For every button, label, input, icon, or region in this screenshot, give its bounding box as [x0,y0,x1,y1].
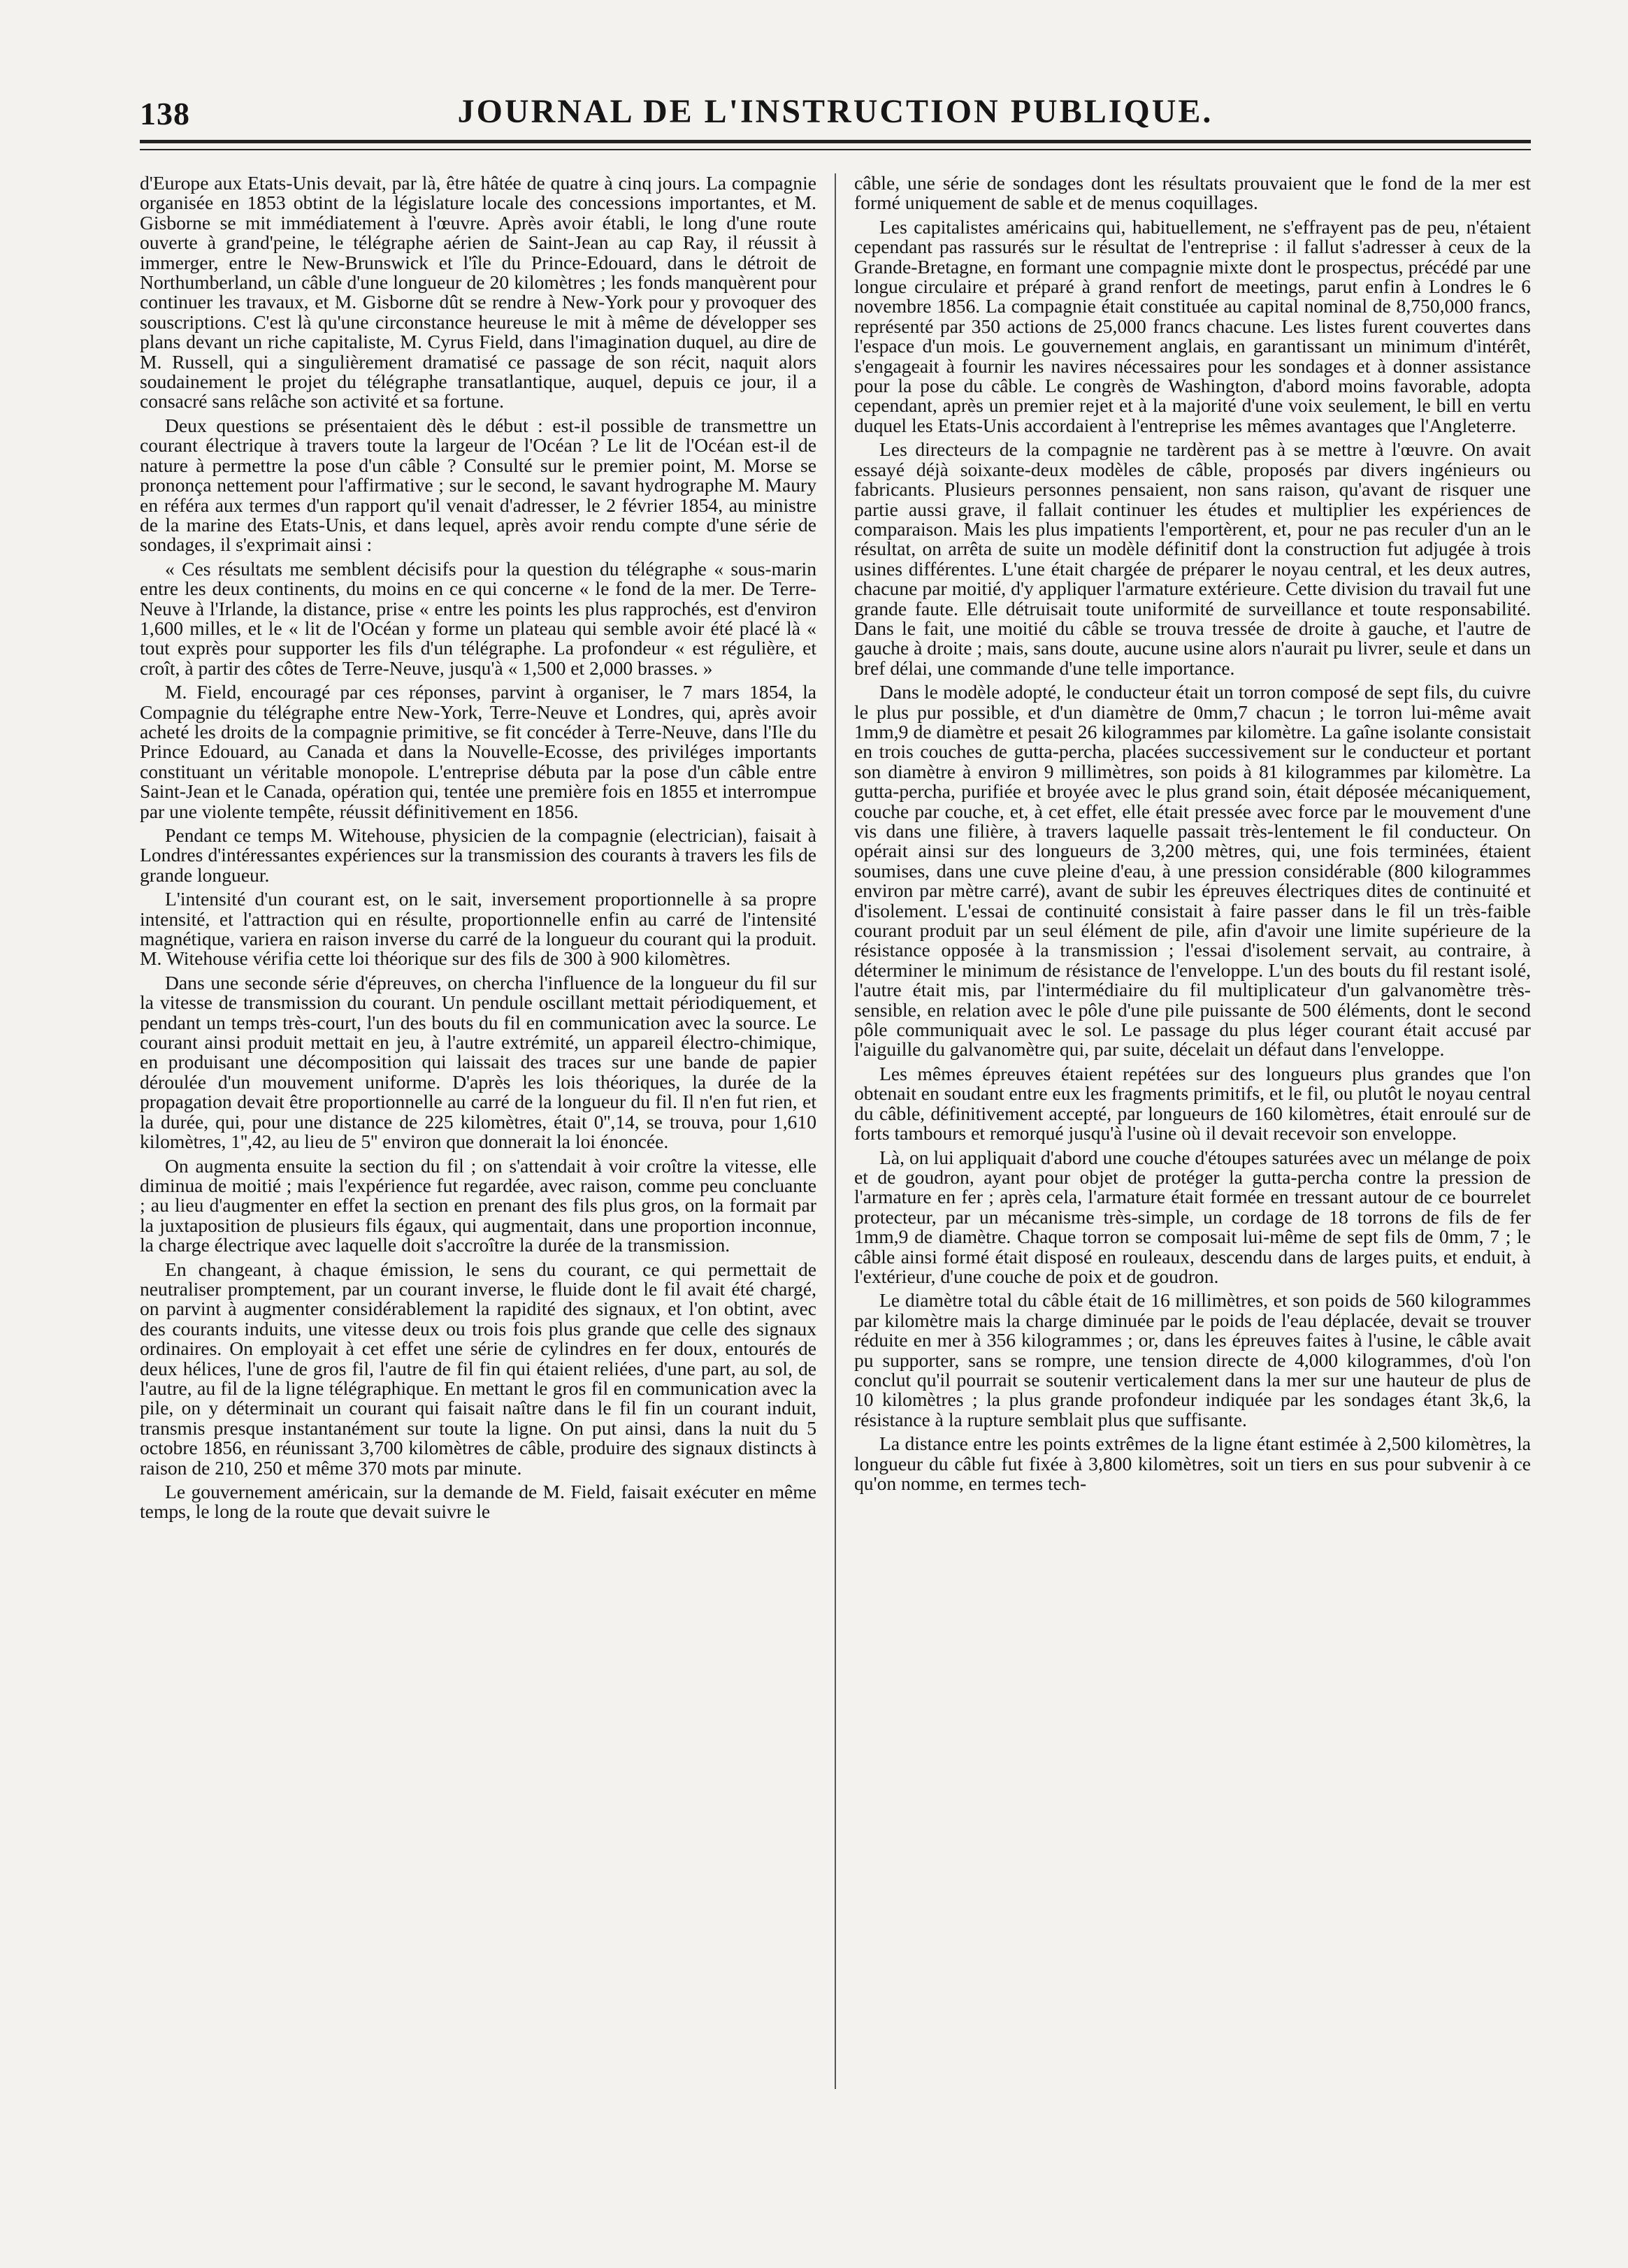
paragraph: Les directeurs de la compagnie ne tardèrent pas à se mettre à l'œuvre. On avait essayé déjà soixante-deux modèles de câble, proposés par divers ingénieurs ou fabricants. Plusieurs personnes pensaient, non sans raison, qu'avant de risquer une partie aussi grave, il fallait continuer les études et multiplier les expériences de comparaison. Mais les plus impatients l'emportèrent, et, pour ne pas reculer d'un an le résultat, on arrêta de suite un modèle définitif dont la construction fut adjugée à trois usines différentes. L'une était chargée de préparer le noyau central, et les deux autres, chacune par moitié, d'y appliquer l'armature extérieure. Cette division du travail fut une grande faute. Elle détruisait toute uniformité de surveillance et toute responsabilité. Dans le fait, une moitié du câble se trouva tressée de droite à gauche, et l'autre de gauche à droite ; mais, sans doute, aucune usine alors n'aurait pu livrer, seule et dans un bref délai, une commande d'une telle importance. [854,438,1531,679]
paragraph: L'intensité d'un courant est, on le sait, inversement proportionnelle à sa propre intensité, et l'attraction qui en résulte, proportionnelle enfin au carré de l'intensité magnétique, variera en raison inverse du carré de la longueur du courant qui la produit. M. Witehouse vérifia cette loi théorique sur des fils de 300 à 900 kilomètres. [140,888,816,970]
header-rule-thick [140,140,1531,143]
paragraph: câble, une série de sondages dont les résultats prouvaient que le fond de la mer est formé uniquement de sable et de menus coquillages. [854,173,1531,214]
paragraph: M. Field, encouragé par ces réponses, parvint à organiser, le 7 mars 1854, la Compagnie du télégraphe entre New-York, Terre-Neuve et Londres, qui, après avoir acheté les droits de la compagnie primitive, se fit concéder à Terre-Neuve, dans l'Ile du Prince Edouard, au Canada et dans la Nouvelle-Ecosse, des priviléges importants constituant un véritable monopole. L'entreprise débuta par la pose d'un câble entre Saint-Jean et le Canada, opération qui, tentée une première fois en 1855 et interrompue par une violente tempête, réussit définitivement en 1856. [140,681,816,822]
quoted-paragraph: « Ces résultats me semblent décisifs pour la question du télégraphe « sous-marin entre les deux continents, du moins en ce qui concerne « le fond de la mer. De Terre-Neuve à l'Irlande, la distance, prise « entre les points les plus rapprochés, est d'environ 1,600 milles, et le « lit de l'Océan y forme un plateau qui semble avoir été placé là « tout exprès pour supporter les fils d'un télégraphe. La profondeur « est régulière, et croît, à partir des côtes de Terre-Neuve, jusqu'à « 1,500 et 2,000 brasses. » [140,557,816,679]
paragraph: Le diamètre total du câble était de 16 millimètres, et son poids de 560 kilogrammes par kilomètre mais la charge diminuée par le poids de l'eau déplacée, devait se trouver réduite en mer à 356 kilogrammes ; or, dans les épreuves faites à l'usine, le câble avait pu supporter, sans se rompre, une tension directe de 4,000 kilogrammes, d'où l'on conclut qu'il pourrait se soutenir verticalement dans la mer sur une hauteur de plus de 10 kilomètres ; la plus grande profondeur indiquée par les sondages étant 3k,6, la résistance à la rupture semblait plus que suffisante. [854,1289,1531,1430]
paragraph: d'Europe aux Etats-Unis devait, par là, être hâtée de quatre à cinq jours. La compagnie organisée en 1853 obtint de la législature locale des concessions importantes, et M. Gisborne se mit immédiatement à l'œuvre. Après avoir établi, le long d'une route ouverte à grand'peine, le télégraphe aérien de Saint-Jean au cap Ray, il réussit à immerger, entre le New-Brunswick et l'île du Prince-Edouard, dans le détroit de Northumberland, un câble d'une longueur de 20 kilomètres ; les fonds manquèrent pour continuer les travaux, et M. Gisborne dût se rendre à New-York pour y provoquer des souscriptions. C'est là qu'une circonstance heureuse le mit à même de développer ses plans devant un riche capitaliste, M. Cyrus Field, dans l'imagination duquel, au dire de M. Russell, qui a singulièrement dramatisé ce passage de son récit, naquit alors soudainement le projet du télégraphe transatlantique, auquel, depuis ce jour, il a consacré sans relâche son activité et sa fortune. [140,173,816,412]
header-rule-thin [140,149,1531,150]
page-header [140,89,1531,145]
paragraph: Les capitalistes américains qui, habituellement, ne s'effrayent pas de peu, n'étaient cependant pas rassurés sur le résultat de l'entreprise : il fallut s'adresser à ceux de la Grande-Bretagne, en formant une compagnie mixte dont le prospectus, précédé par une longue circulaire et préparé à grand renfort de meetings, parut enfin à Londres le 6 novembre 1856. La compagnie était constituée au capital nominal de 8,750,000 francs, représenté par 350 actions de 25,000 francs chacune. Les listes furent couvertes dans l'espace d'un mois. Le gouvernement anglais, en garantissant un minimum d'intérêt, s'engageait à fournir les navires nécessaires pour les sondages et à donner assistance pour la pose du câble. Le congrès de Washington, d'abord moins favorable, adopta cependant, après un premier rejet et à la majorité d'une voix seulement, le bill en vertu duquel les Etats-Unis accordaient à l'entreprise les mêmes avantages que l'Angleterre. [854,215,1531,436]
paragraph: Pendant ce temps M. Witehouse, physicien de la compagnie (electrician), faisait à Londres d'intéressantes expériences sur la transmission des courants à travers les fils de grande longueur. [140,824,816,886]
paragraph: Le gouvernement américain, sur la demande de M. Field, faisait exécuter en même temps, le long de la route que devait suivre le [140,1481,816,1523]
paragraph: Dans le modèle adopté, le conducteur était un torron composé de sept fils, du cuivre le plus pur possible, et d'un diamètre de 0mm,7 chacun ; le torron lui-même avait 1mm,9 de diamètre et pesait 26 kilogrammes par kilomètre. La gaîne isolante consistait en trois couches de gutta-percha, placées successivement sur le conducteur et portant son diamètre à environ 9 millimètres, son poids à 81 kilogrammes par kilomètre. La gutta-percha, purifiée et broyée avec le plus grand soin, était déposée mécaniquement, couche par couche, et, à cet effet, elle était pressée avec force par le mouvement d'une vis dans une filière, à travers laquelle passait très-lentement le fil conducteur. On opérait ainsi sur des longueurs de 3,200 mètres, qui, une fois terminées, étaient soumises, dans une cuve pleine d'eau, à une pression considérable (800 kilogrammes environ par mètre carré), avant de subir les épreuves électriques dites de continuité et d'isolement. L'essai de continuité consistait à faire passer dans le fil un très-faible courant produit par un seul élément de pile, afin d'avoir une limite supérieure de la résistance opposée à la transmission ; l'essai d'isolement servait, au contraire, à déterminer le minimum de résistance de l'enveloppe. L'un des bouts du fil restant isolé, l'autre était mis, par l'intermédiaire du fil multiplicateur d'un galvanomètre très-sensible, en relation avec le pôle d'une pile puissante de 500 éléments, dont le second pôle communiquait avec le sol. Le passage du plus léger courant était accusé par l'aiguille du galvanomètre qui, par suite, décelait un défaut dans l'enveloppe. [854,681,1531,1061]
right-column [854,173,1531,2131]
column-divider [835,173,836,2089]
paragraph: Dans une seconde série d'épreuves, on chercha l'influence de la longueur du fil sur la vitesse de transmission du courant. Un pendule oscillant mettait périodiquement, et pendant un temps très-court, l'un des bouts du fil en communication avec la source. Le courant ainsi produit mettait en jeu, à l'autre extrémité, un appareil électro-chimique, en produisant une décomposition qui laissait des traces sur une bande de papier déroulée d'un mouvement uniforme. D'après les lois théoriques, la durée de la propagation devait être proportionnelle au carré de la longueur du fil. Il n'en fut rien, et la durée, qui, pour une distance de 225 kilomètres, était 0'',14, se trouva, pour 1,610 kilomètres, 1'',42, au lieu de 5'' environ que donnerait la loi énoncée. [140,971,816,1153]
paragraph: En changeant, à chaque émission, le sens du courant, ce qui permettait de neutraliser promptement, par un courant inverse, le fluide dont le fil avait été chargé, on parvint à augmenter considérablement la rapidité des signaux, et l'on obtint, avec des courants induits, une vitesse deux ou trois fois plus grande que celle des signaux ordinaires. On employait à cet effet une série de cylindres en fer doux, entourés de deux hélices, l'une de gros fil, l'autre de fil fin qui étaient reliées, d'une part, au sol, de l'autre, au fil de la ligne télégraphique. En mettant le gros fil en communication avec la pile, on y déterminait un courant qui faisait naître dans le fil fin un courant induit, transmis presque instantanément sur toute la ligne. On put ainsi, dans la nuit du 5 octobre 1856, en réunissant 3,700 kilomètres de câble, produire des signaux distincts à raison de 210, 250 et même 370 mots par minute. [140,1258,816,1479]
running-title: JOURNAL DE L'INSTRUCTION PUBLIQUE. [457,93,1213,130]
paragraph: On augmenta ensuite la section du fil ; on s'attendait à voir croître la vitesse, elle diminua de moitié ; mais l'expérience fut regardée, avec raison, comme peu concluante ; au lieu d'augmenter en effet la section en prenant des fils plus gros, on la formait par la juxtaposition de plusieurs fils égaux, qui augmentait, dans une proportion inconnue, la charge électrique avec laquelle doit s'accroître la durée de la transmission. [140,1154,816,1256]
paragraph: Deux questions se présentaient dès le début : est-il possible de transmettre un courant électrique à travers toute la largeur de l'Océan ? Le lit de l'Océan est-il de nature à permettre la pose d'un câble ? Consulté sur le premier point, M. Morse se prononça nettement pour l'affirmative ; sur le second, le savant hydrographe M. Maury en référa aux termes d'un rapport qu'il venait d'adresser, le 2 février 1854, au ministre de la marine des Etats-Unis, et dans lequel, après avoir rendu compte d'une série de sondages, il s'exprimait ainsi : [140,414,816,556]
paragraph: Les mêmes épreuves étaient repétées sur des longueurs plus grandes que l'on obtenait en soudant entre eux les fragments primitifs, et le fil, ou plutôt le noyau central du câble, définitivement accepté, par longueurs de 160 kilomètres, était enroulé sur de forts tambours et remorqué jusqu'à l'usine où il devait recevoir son enveloppe. [854,1062,1531,1144]
paragraph: Là, on lui appliquait d'abord une couche d'étoupes saturées avec un mélange de poix et de goudron, ayant pour objet de protéger la gutta-percha contre la pression de l'armature en fer ; après cela, l'armature était formée en tressant autour de ce bourrelet protecteur, par un mécanisme très-simple, un cordage de 18 torrons de fils de fer 1mm,9 de diamètre. Chaque torron se composait lui-même de sept fils de 0mm, 7 ; le câble ainsi formé était disposé en rouleaux, descendu dans de larges puits, et enduit, à l'extérieur, d'une couche de poix et de goudron. [854,1146,1531,1287]
page-number: 138 [140,96,190,131]
left-column [140,173,816,2131]
paragraph: La distance entre les points extrêmes de la ligne étant estimée à 2,500 kilomètres, la longueur du câble fut fixée à 3,800 kilomètres, soit un tiers en sus pour subvenir à ce qu'on nomme, en termes tech- [854,1433,1531,1494]
